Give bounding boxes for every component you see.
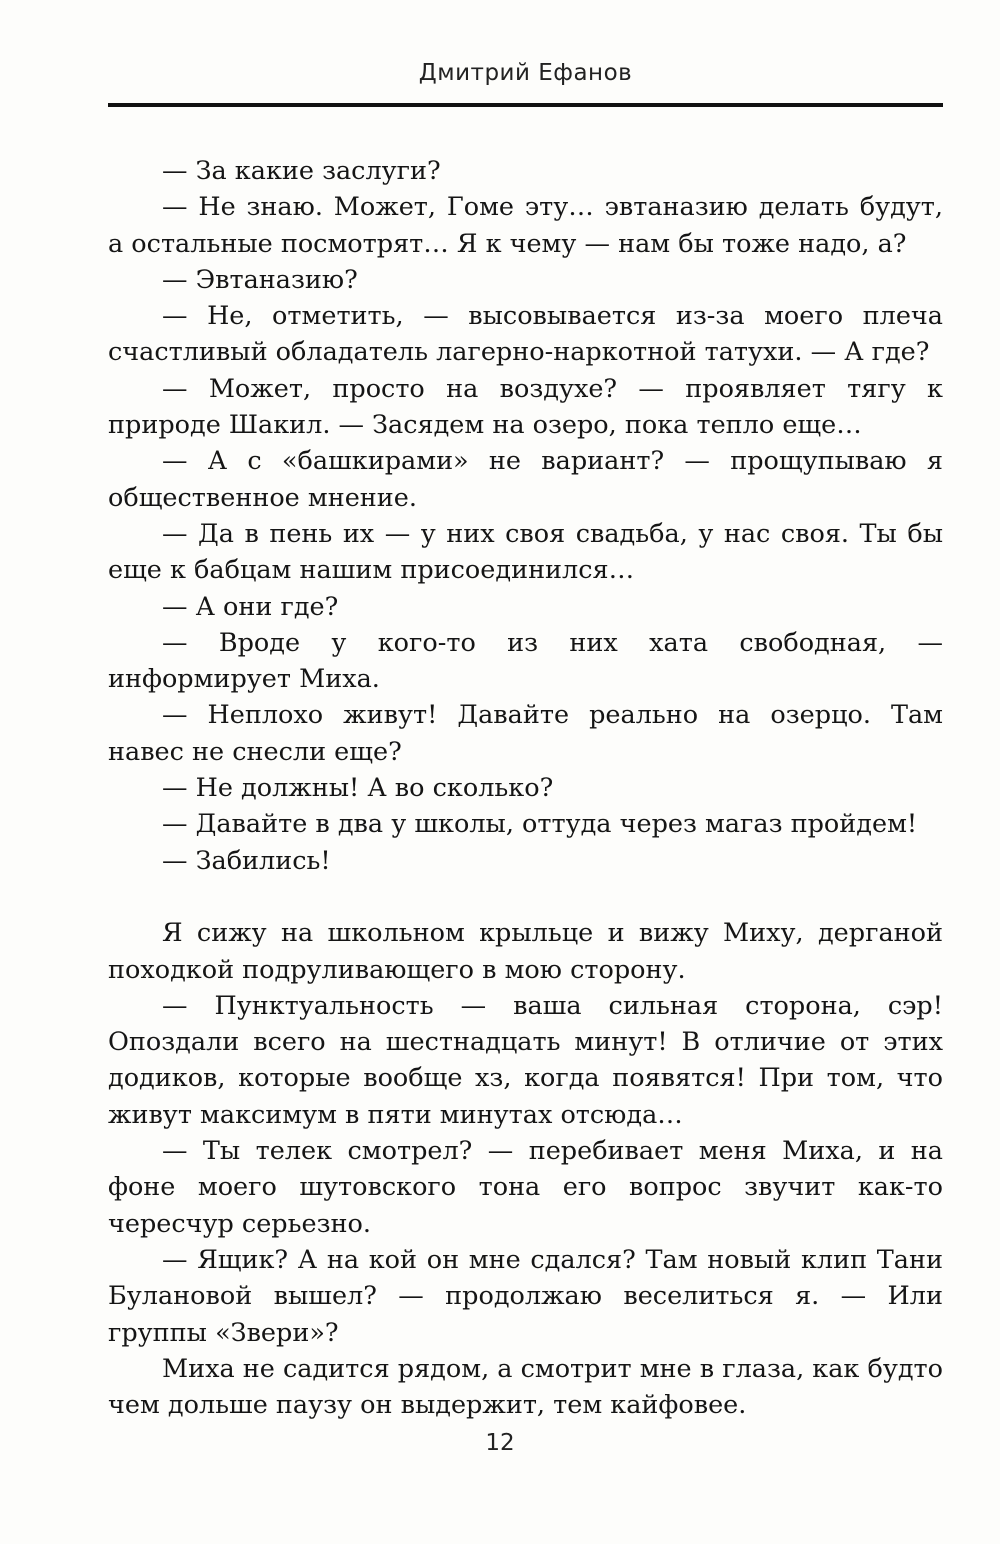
- paragraph: — Давайте в два у школы, оттуда через магаз пройдем!: [162, 809, 918, 840]
- paragraph: — Пунктуальность — ваша сильная сторона, сэр! Опоздали всего на шестнадцать минут! В отличие от этих додиков, которые вообще хз, когда появятся! При том, что живут максимум в пяти минутах отсюда…: [108, 990, 943, 1130]
- header-rule: [108, 103, 943, 107]
- paragraph: — Неплохо живут! Давайте реально на озерцо. Там навес не снесли еще?: [108, 700, 943, 767]
- paragraph: — А они где?: [162, 591, 339, 622]
- paragraph: — Вроде у кого-то из них хата свободная, — информирует Миха.: [108, 627, 943, 695]
- running-head-author: Дмитрий Ефанов: [418, 60, 633, 86]
- paragraph: — Может, просто на воздухе? — проявляет тягу к природе Шакил. — Засядем на озеро, пока тепло еще…: [108, 373, 943, 441]
- paragraph: Миха не садится рядом, а смотрит мне в глаза, как будто чем дольше паузу он выдержит, тем кайфовее.: [108, 1353, 943, 1421]
- page-number: 12: [485, 1430, 515, 1456]
- paragraph: — Эвтаназию?: [162, 264, 358, 295]
- paragraph: — Ящик? А на кой он мне сдался? Там новый клип Тани Булановой вышел? — продолжаю веселиться я. — Или группы «Звери»?: [108, 1244, 943, 1348]
- paragraph: — Да в пень их — у них своя свадьба, у нас своя. Ты бы еще к бабцам нашим присоединился…: [108, 518, 943, 586]
- paragraph: — Не должны! А во сколько?: [162, 773, 554, 804]
- paragraph: Я сижу на школьном крыльце и вижу Миху, дерганой походкой подруливающего в мою сторону.: [108, 918, 943, 985]
- body-text: [108, 153, 943, 1423]
- paragraph: — Забились!: [162, 845, 331, 876]
- section-break: [108, 879, 943, 915]
- paragraph: — За какие заслуги?: [162, 156, 441, 186]
- paragraph: — Не знаю. Может, Гоме эту… эвтаназию делать будут, а остальные посмотрят… Я к чему — нам бы тоже надо, а?: [108, 192, 943, 259]
- paragraph: — Не, отметить, — высовывается из-за моего плеча счастливый обладатель лагерно-наркотной татухи. — А где?: [108, 301, 943, 368]
- paragraph: — А с «башкирами» не вариант? — прощупываю я общественное мнение.: [108, 446, 943, 513]
- paragraph: — Ты телек смотрел? — перебивает меня Миха, и на фоне моего шутовского тона его вопрос звучит как-то чересчур серьезно.: [108, 1136, 943, 1239]
